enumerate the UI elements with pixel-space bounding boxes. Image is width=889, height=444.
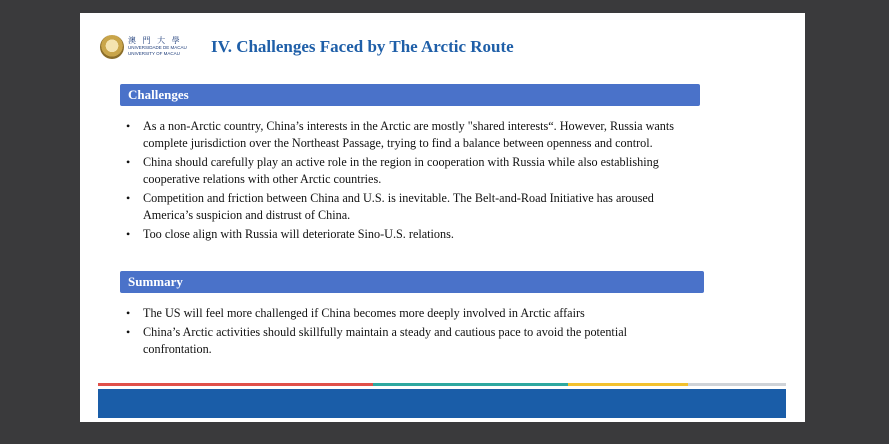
list-item: • China should carefully play an active role in the region in cooperation with Russia while also establishing cooperative relations with other Arctic countries. xyxy=(125,154,680,188)
university-seal-icon xyxy=(100,35,124,59)
challenges-list xyxy=(125,118,680,245)
footer-stripe-gray xyxy=(688,383,786,386)
summary-list xyxy=(125,305,680,360)
list-item: • As a non-Arctic country, China’s interests in the Arctic are mostly "shared interests“. However, Russia wants complete jurisdiction over the Northeast Passage, trying to find a balance between openness and control. xyxy=(125,118,680,152)
list-item: • Too close align with Russia will deteriorate Sino-U.S. relations. xyxy=(125,226,680,243)
logo-english-name: UNIVERSITY OF MACAU xyxy=(128,51,180,56)
logo-chinese-name: 澳 門 大 學 xyxy=(128,36,182,45)
footer-stripe-red xyxy=(98,383,373,386)
list-item: • China’s Arctic activities should skillfully maintain a steady and cautious pace to avoid the potential confrontation. xyxy=(125,324,680,358)
list-item: • Competition and friction between China and U.S. is inevitable. The Belt-and-Road Initiative has aroused America’s suspicion and distrust of China. xyxy=(125,190,680,224)
logo-portuguese-name: UNIVERSIDADE DE MACAU xyxy=(128,45,187,50)
list-item: • The US will feel more challenged if China becomes more deeply involved in Arctic affairs xyxy=(125,305,680,322)
footer-stripe-yellow xyxy=(568,383,688,386)
slide xyxy=(80,13,805,422)
university-logo xyxy=(100,35,195,65)
footer-stripe-teal xyxy=(373,383,568,386)
footer-bar xyxy=(98,389,786,418)
slide-title: IV. Challenges Faced by The Arctic Route xyxy=(211,37,514,56)
summary-heading: Summary xyxy=(120,271,704,293)
challenges-heading: Challenges xyxy=(120,84,700,106)
